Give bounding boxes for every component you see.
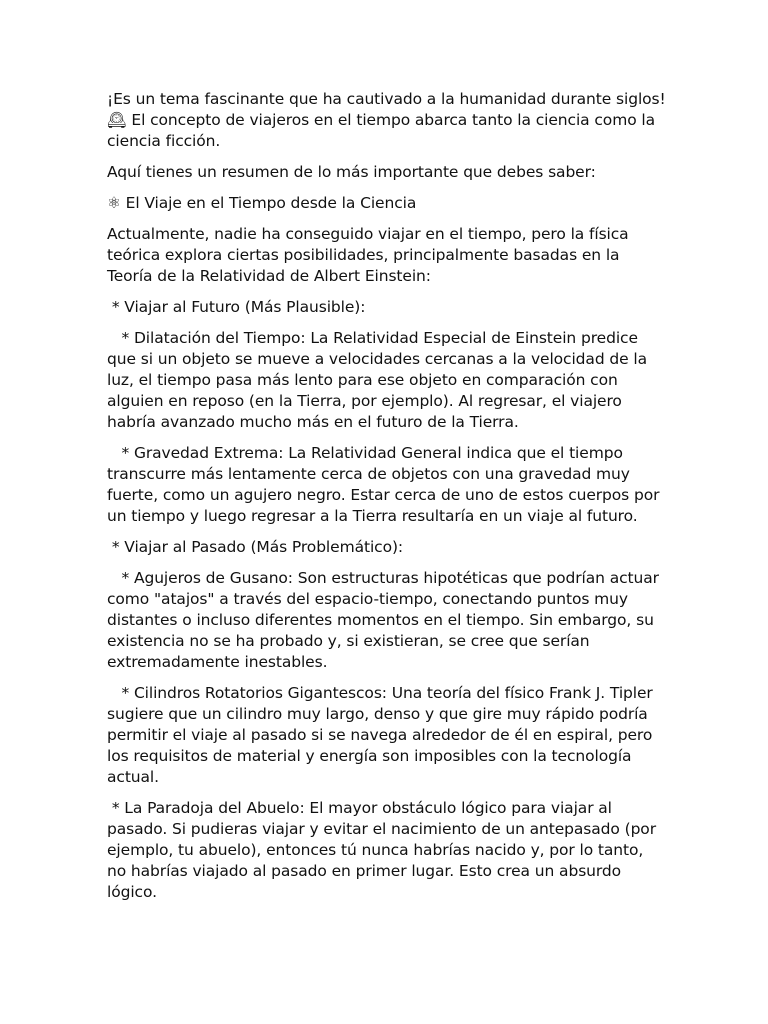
list-item-extreme-gravity: * Gravedad Extrema: La Relatividad General indica que el tiempo transcurre más lentamente cerca de objetos con una gravedad muy fuerte, como un agujero negro. Estar cerca de uno de estos cuerpos por un tiempo y luego regresar a la Tierra resultaría en un viaje al futuro. (107, 444, 665, 525)
intro-paragraph: ¡Es un tema fascinante que ha cautivado a la humanidad durante siglos! 🕰 El concepto de viajeros en el tiempo abarca tanto la ciencia como la ciencia ficción. (107, 90, 671, 150)
summary-intro-paragraph: Aquí tienes un resumen de lo más importante que debes saber: (107, 163, 596, 181)
science-overview-paragraph: Actualmente, nadie ha conseguido viajar en el tiempo, pero la física teórica explora ciertas posibilidades, principalmente basadas en la Teoría de la Relatividad de Albert Einstein: (107, 225, 634, 285)
list-item-time-dilation: * Dilatación del Tiempo: La Relatividad Especial de Einstein predice que si un objeto se mueve a velocidades cercanas a la velocidad de la luz, el tiempo pasa más lento para ese objeto en comparación con alguien en reposo (en la Tierra, por ejemplo). Al regresar, el viajero habría avanzado mucho más en el futuro de la Tierra. (107, 329, 652, 431)
list-item-past-travel: * Viajar al Pasado (Más Problemático): (107, 538, 404, 556)
list-item-grandfather-paradox: * La Paradoja del Abuelo: El mayor obstáculo lógico para viajar al pasado. Si pudieras viajar y evitar el nacimiento de un antepasado (por ejemplo, tu abuelo), entonces tú nunca habrías nacido y, por lo tanto, no habrías viajado al pasado en primer lugar. Esto crea un absurdo lógico. (107, 799, 661, 901)
list-item-future-travel: * Viajar al Futuro (Más Plausible): (107, 298, 366, 316)
document-body (107, 89, 671, 913)
list-item-rotating-cylinders: * Cilindros Rotatorios Gigantescos: Una teoría del físico Frank J. Tipler sugiere que un cilindro muy largo, denso y que gire muy rápido podría permitir el viaje al pasado si se navega alrededor de él en espiral, pero los requisitos de material y energía son imposibles con la tecnología actual. (107, 684, 658, 786)
section-heading-science: ⚛ El Viaje en el Tiempo desde la Ciencia (107, 194, 417, 212)
list-item-wormholes: * Agujeros de Gusano: Son estructuras hipotéticas que podrían actuar como "atajos" a través del espacio-tiempo, conectando puntos muy distantes o incluso diferentes momentos en el tiempo. Sin embargo, su existencia no se ha probado y, si existieran, se cree que serían extremadamente inestables. (107, 569, 664, 671)
